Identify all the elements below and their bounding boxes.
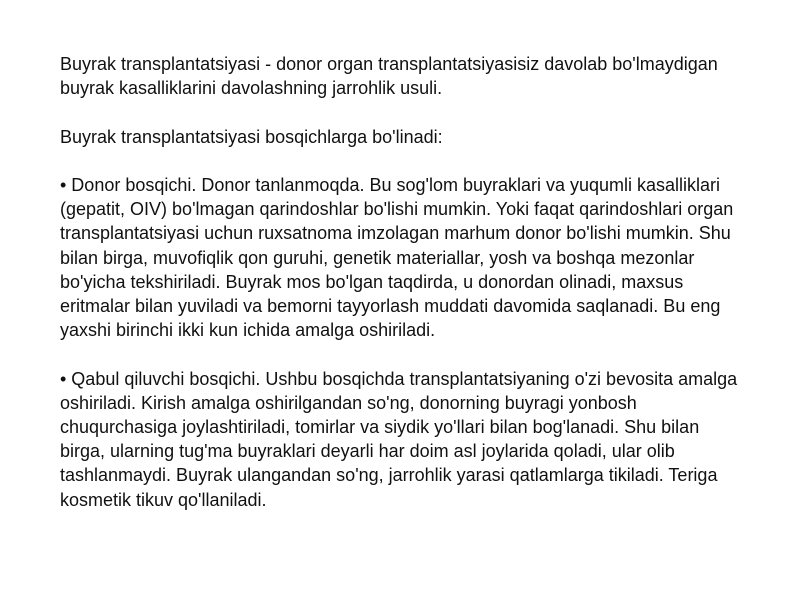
document-body xyxy=(60,52,740,512)
recipient-stage-paragraph: • Qabul qiluvchi bosqichi. Ushbu bosqichda transplantatsiyaning o'zi bevosita amalga oshiriladi. Kirish amalga oshirilgandan so'ng, donorning buyragi yonbosh chuqurchasiga joylashtiriladi, tomirlar va siydik yo'llari bilan bog'lanadi. Shu bilan birga, ularning tug'ma buyraklari deyarli har doim asl joylarida qoladi, ular olib tashlanmaydi. Buyrak ulangandan so'ng, jarrohlik yarasi qatlamlarga tikiladi. Teriga kosmetik tikuv qo'llaniladi. xyxy=(60,368,738,510)
intro-paragraph: Buyrak transplantatsiyasi - donor organ transplantatsiyasisiz davolab bo'lmaydigan buyrak kasalliklarini davolashning jarrohlik usuli. xyxy=(60,54,718,99)
donor-stage-paragraph: • Donor bosqichi. Donor tanlanmoqda. Bu sog'lom buyraklari va yuqumli kasalliklari (gepatit, OIV) bo'lmagan qarindoshlar bo'lishi mumkin. Yoki faqat qarindoshlari organ transplantatsiyasi uchun ruxsatnoma imzolagan marhum donor bo'lishi mumkin. Shu bilan birga, muvofiqlik qon guruhi, genetik materiallar, yosh va boshqa mezonlar bo'yicha tekshiriladi. Buyrak mos bo'lgan taqdirda, u donordan olinadi, maxsus eritmalar bilan yuviladi va bemorni tayyorlash muddati davomida saqlanadi. Bu eng yaxshi birinchi ikki kun ichida amalga oshiriladi. xyxy=(60,174,734,341)
stages-heading-paragraph: Buyrak transplantatsiyasi bosqichlarga bo'linadi: xyxy=(60,126,443,147)
